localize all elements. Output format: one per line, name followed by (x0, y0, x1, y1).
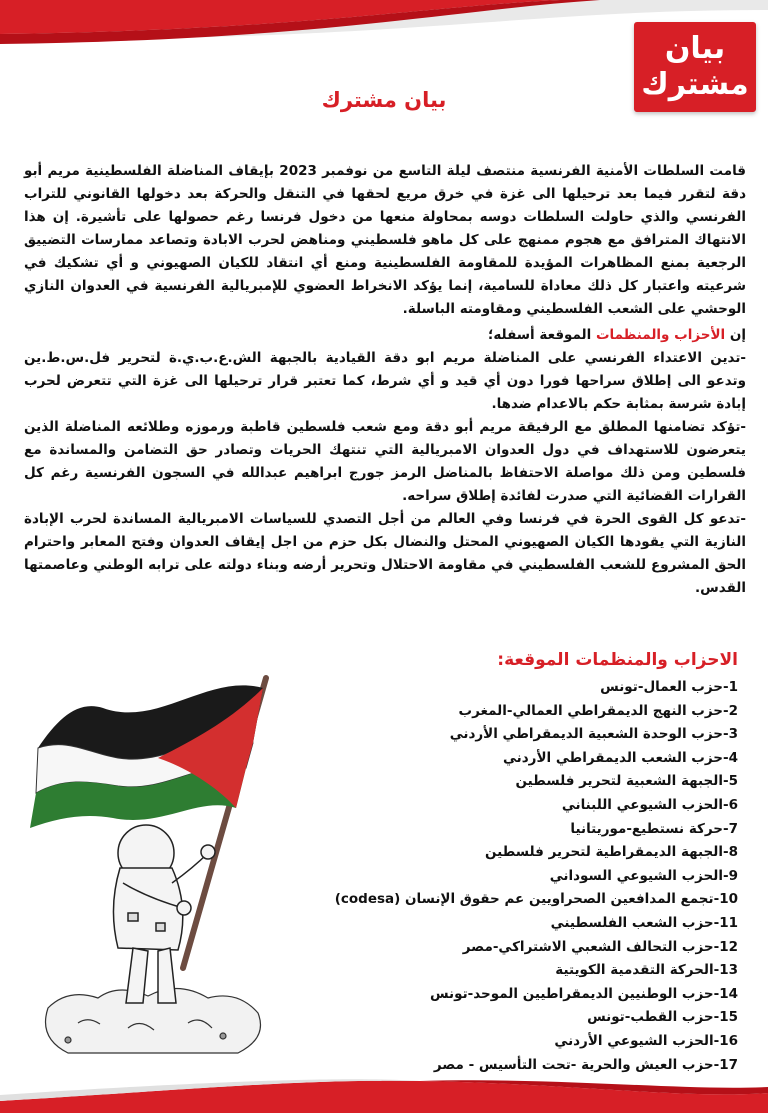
badge-line-2: مشترك (641, 67, 749, 102)
signatory-item: 15-حزب القطب-تونس (587, 1009, 738, 1026)
intro-suffix: الموقعة أسفله؛ (487, 327, 596, 343)
page-title: بيان مشترك (321, 88, 447, 112)
signatory-item: 2-حزب النهج الديمقراطي العمالي-المغرب (458, 702, 738, 719)
signatory-item: 10-تجمع المدافعين الصحراويين عم حقوق الإنسان (codesa) (334, 891, 738, 908)
signatory-item: 7-حركة نستطيع-موريتانيا (570, 820, 738, 837)
point-solidarity: -تؤكد تضامنها المطلق مع الرفيقة مريم أبو دقة ومع شعب فلسطين قاطبة ورموزه وطلائعه المناضلة الذين يتعرضون للاستهداف في دول العدوان الامبريالية التي تنتهك الحريات وتصادر حق التضامن والمساندة مع فلسطين ومن ذلك مواصلة الاحتفاظ بالمناضل الرمز جورج ابراهيم عبدالله في السجون الفرنسية رغم كل القرارات القضائية التي صدرت لفائدة إطلاق سراحه. (24, 419, 746, 504)
signatories-intro (24, 324, 746, 347)
statement-body (24, 160, 746, 600)
signatory-item: 11-حزب الشعب الفلسطيني (550, 914, 738, 931)
flag-illustration (8, 668, 308, 1068)
point-call: -تدعو كل القوى الحرة في فرنسا وفي العالم من أجل التصدي للسياسات الامبريالية المساندة لحرب الإبادة النازية التي يقودها الكيان الصهيوني المحتل والنضال بكل حزم من اجل إيقاف العدوان وفتح المعابر واحترام الحق المشروع للشعب الفلسطيني في مقاومة الاحتلال وتحرير أرضه وبناء دولته على ترابه الوطني وعاصمتها القدس. (24, 511, 746, 596)
signatories-title: الاحزاب والمنظمات الموقعة: (497, 650, 738, 670)
signatory-item: 14-حزب الوطنيين الديمقراطيين الموحد-تونس (429, 985, 738, 1002)
signatory-item: 4-حزب الشعب الديمقراطي الأردني (503, 749, 738, 766)
signatories-list (268, 676, 738, 1077)
signatory-item: 6-الحزب الشيوعي اللبناني (561, 796, 738, 813)
signatory-item: 16-الحزب الشيوعي الأردني (554, 1032, 738, 1049)
signatory-item: 12-حزب التحالف الشعبي الاشتراكي-مصر (462, 938, 738, 955)
signatory-item: 9-الحزب الشيوعي السوداني (549, 867, 738, 884)
point-condemn: -تدين الاعتداء الفرنسي على المناضلة مريم ابو دقة القيادية بالجبهة الش.ع.ب.ي.ة لتحرير فل.س.ط.ين وتدعو الى إطلاق سراحها فورا دون أي قيد و أي شرط، كما تعتبر قرار ترحيلها الى غزة التي تتعرض لحرب إبادة شرسة بمثابة حكم بالاعدام ضدها. (24, 350, 746, 412)
intro-prefix: إن (725, 327, 746, 343)
footer-band (0, 1071, 768, 1113)
intro-highlight: الأحزاب والمنظمات (595, 327, 726, 343)
signatory-item: 1-حزب العمال-تونس (600, 679, 738, 695)
signatory-item: 8-الجبهة الديمقراطية لتحرير فلسطين (485, 844, 738, 861)
paragraph-intro: قامت السلطات الأمنية الفرنسية منتصف ليلة التاسع من نوفمبر 2023 بإيقاف المناضلة الفلسطينية مريم أبو دقة لتقرر فيما بعد ترحيلها الى غزة في خرق مريع لحقها في التنقل والحركة بعد دخولها القانوني للتراب الفرنسي والذي حاولت السلطات دوسه بمحاولة منعها من دخول فرنسا رغم حصولها على تأشيرة. إن هذا الانتهاك المترافق مع هجوم ممنهج على كل ماهو فلسطيني ومناهض لحرب الابادة وتصاعد ممارسات التضييق الرجعية بمنع المظاهرات المؤيدة للمقاومة الفلسطينية ومنع أي انتقاد للكيان الصهيوني و أي تشكيك في شرعيته واعتبار كل ذلك معاداة للسامية، إنما يؤكد الانخراط العضوي للإمبريالية الفرنسية في العدوان النازي الوحشي على الشعب الفلسطيني ومقاومته الباسلة. (24, 163, 746, 317)
signatory-item: 5-الجبهة الشعبية لتحرير فلسطين (515, 773, 738, 790)
badge-line-1: بيان (664, 31, 726, 66)
signatory-item: 17-حزب العيش والحرية -تحت التأسيس - مصر (433, 1056, 738, 1073)
signatory-item: 3-حزب الوحدة الشعبية الديمقراطي الأردني (449, 726, 738, 743)
rubble-image (46, 988, 261, 1053)
signatory-item: 13-الحركة التقدمية الكويتية (555, 962, 738, 979)
